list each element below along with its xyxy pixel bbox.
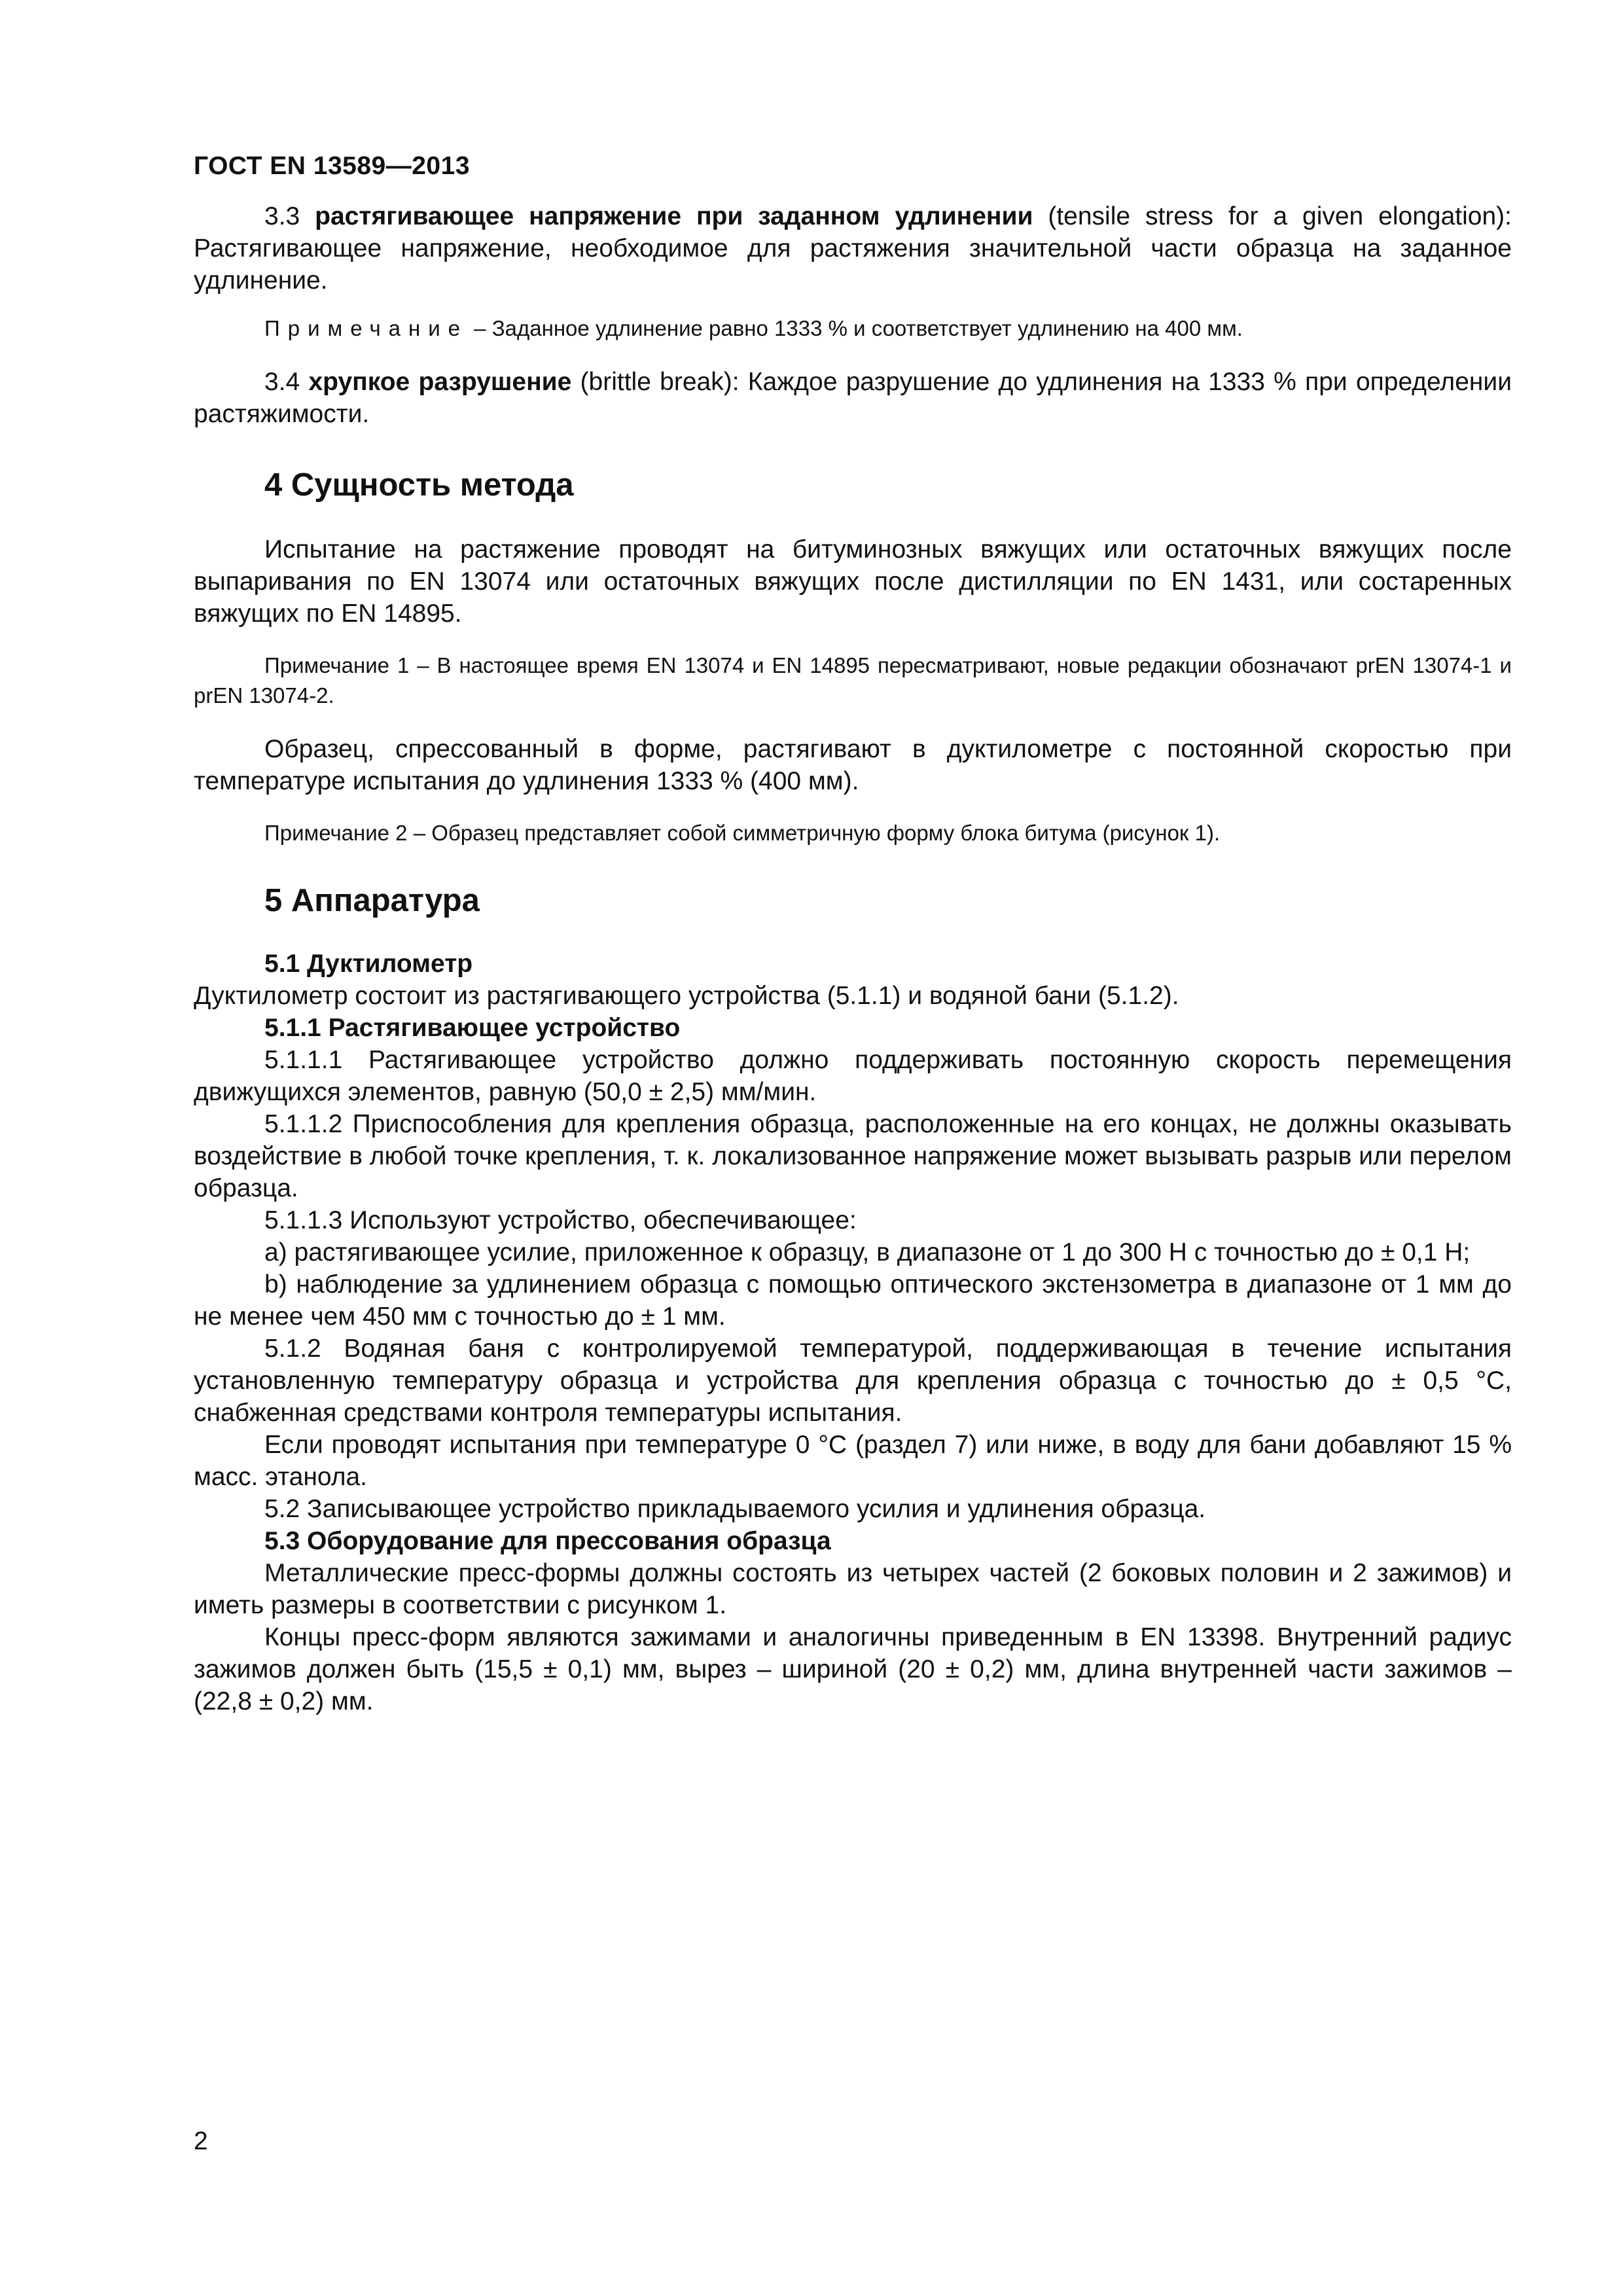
- clause-5-2: 5.2 Записывающее устройство прикладываемого усилия и удлинения образца.: [264, 1495, 1206, 1523]
- section-5-heading: 5 Аппаратура: [264, 883, 480, 918]
- clause-3-3-number: 3.3: [264, 202, 315, 230]
- section-4-heading: 4 Сущность метода: [264, 467, 574, 503]
- clause-5-1-1-2: 5.1.1.2 Приспособления для крепления образца, расположенные на его концах, не должны оказывать воздействие в любой точке крепления, т. к. локализованное напряжение может вызывать разрыв или перелом образца.: [194, 1110, 1512, 1202]
- clause-5-3-heading: 5.3 Оборудование для прессования образца: [264, 1527, 831, 1555]
- list-item-b: b) наблюдение за удлинением образца с помощью оптического экстензометра в диапазоне от 1 мм до не менее чем 450 мм с точностью до ± 1 мм.: [194, 1270, 1512, 1331]
- clause-5-1-2-ethanol: Если проводят испытания при температуре 0 °С (раздел 7) или ниже, в воду для бани добавляют 15 % масс. этанола.: [194, 1431, 1512, 1491]
- clause-5-1-1-3: 5.1.1.3 Используют устройство, обеспечивающее:: [264, 1206, 857, 1234]
- clause-3-3: [194, 200, 1512, 296]
- clause-5-1-2: 5.1.2 Водяная баня с контролируемой температурой, поддерживающая в течение испытания установленную температуру образца и устройства для крепления образца с точностью до ± 0,5 °С, снабженная средствами контроля температуры испытания.: [194, 1335, 1512, 1427]
- note-text: – Заданное удлинение равно 1333 % и соответствует удлинению на 400 мм.: [468, 316, 1243, 340]
- clause-3-4-number: 3.4: [264, 368, 309, 396]
- section-4-paragraph-2: Образец, спрессованный в форме, растягивают в дуктилометре с постоянной скоростью при температуре испытания до удлинения 1333 % (400 мм).: [194, 735, 1512, 795]
- list-item-a: a) растягивающее усилие, приложенное к образцу, в диапазоне от 1 до 300 Н с точностью до ± 0,1 Н;: [264, 1238, 1471, 1266]
- clause-5-1-1-1: 5.1.1.1 Растягивающее устройство должно поддерживать постоянную скорость перемещения движущихся элементов, равную (50,0 ± 2,5) мм/мин.: [194, 1046, 1512, 1106]
- page-content: [194, 200, 1512, 1717]
- standard-designation: ГОСТ EN 13589—2013: [194, 152, 471, 180]
- clause-3-3-term: растягивающее напряжение при заданном удлинении: [315, 202, 1033, 230]
- clause-3-4-text: (brittle break): Каждое разрушение до удлинения на 1333 % при определении растяжимости.: [194, 368, 1512, 428]
- clause-5-3-paragraph-1: Металлические пресс-формы должны состоять из четырех частей (2 боковых половин и 2 зажимов) и иметь размеры в соответствии с рисунком 1.: [194, 1559, 1512, 1619]
- section-4-paragraph-1: Испытание на растяжение проводят на битуминозных вяжущих или остаточных вяжущих после выпаривания по EN 13074 или остаточных вяжущих после дистилляции по EN 1431, или состаренных вяжущих по EN 14895.: [194, 535, 1512, 628]
- clause-5-1-text: Дуктилометр состоит из растягивающего устройства (5.1.1) и водяной бани (5.1.2).: [194, 982, 1179, 1010]
- note-clause-3-3: [194, 314, 1512, 344]
- section-4-note-2: Примечание 2 – Образец представляет собой симметричную форму блока битума (рисунок 1).: [264, 821, 1221, 845]
- clause-3-4: [194, 366, 1512, 430]
- clause-5-1-1-heading: 5.1.1 Растягивающее устройство: [264, 1014, 681, 1042]
- clause-3-4-term: хрупкое разрушение: [308, 368, 572, 396]
- clause-5-3-paragraph-2: Концы пресс-форм являются зажимами и аналогичны приведенным в EN 13398. Внутренний радиус зажимов должен быть (15,5 ± 0,1) мм, вырез – шириной (20 ± 0,2) мм, длина внутренней части зажимов – (22,8 ± 0,2) мм.: [194, 1623, 1512, 1715]
- section-4-note-1: Примечание 1 – В настоящее время EN 13074 и EN 14895 пересматривают, новые редакции обозначают prEN 13074-1 и prEN 13074-2.: [194, 653, 1512, 708]
- clause-5-1-heading: 5.1 Дуктилометр: [264, 950, 473, 978]
- page-number: 2: [194, 2127, 208, 2155]
- note-label: Примечание: [264, 316, 469, 340]
- clause-3-3-text: (tensile stress for a given elongation): Растягивающее напряжение, необходимое для растяжения значительной части образца на заданное удлинение.: [194, 202, 1512, 295]
